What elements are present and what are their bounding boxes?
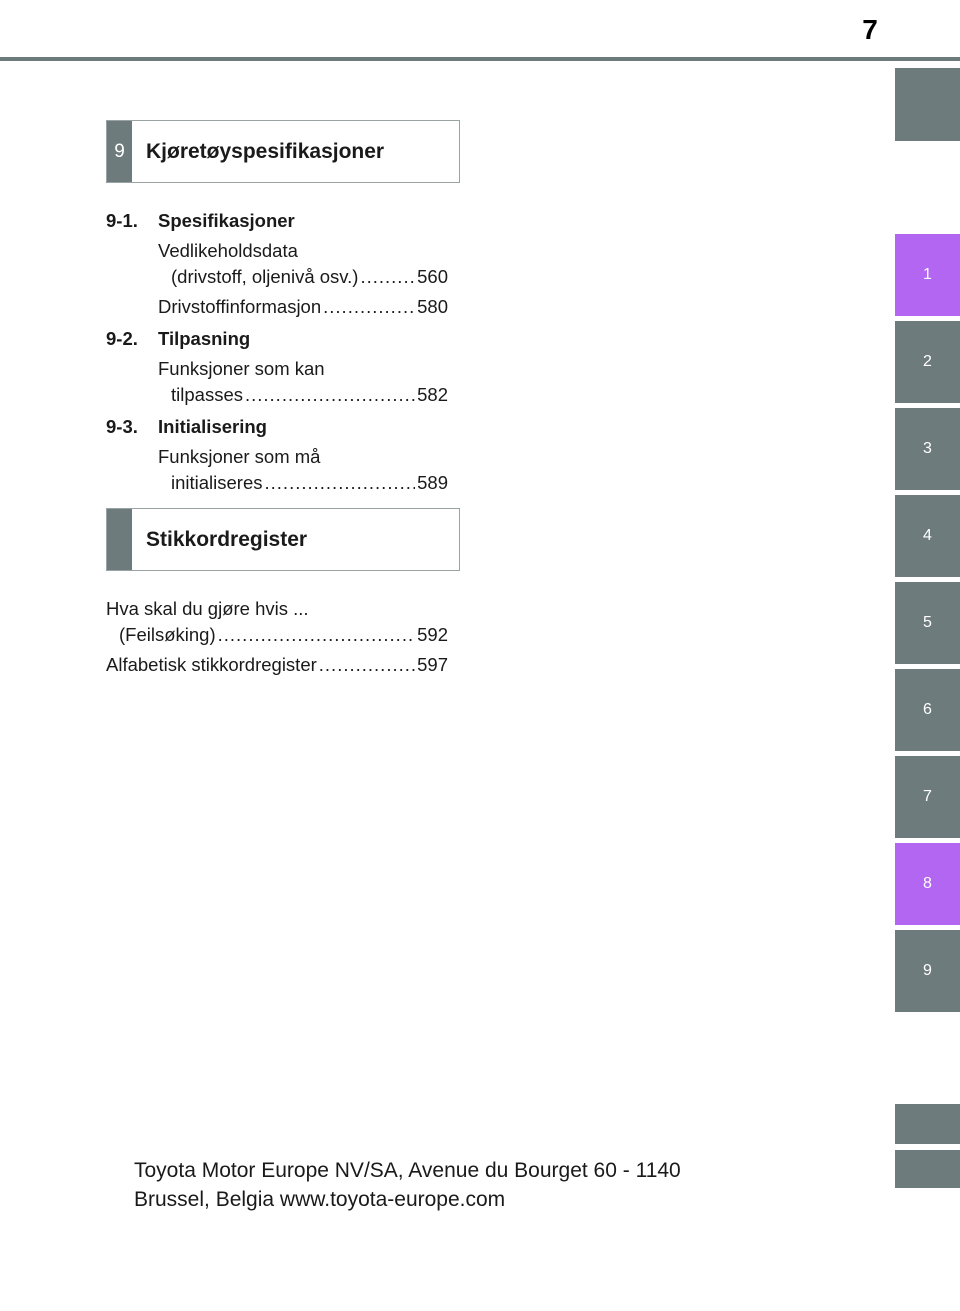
- entry-text: Hva skal du gjøre hvis ...: [106, 598, 309, 619]
- toc-section-9: [106, 208, 448, 500]
- tab-2[interactable]: 2: [895, 321, 960, 403]
- entry-text: Alfabetisk stikkordregister: [106, 654, 317, 675]
- chapter-number: 9-2.: [106, 328, 138, 349]
- tab-blank-bottom-1[interactable]: [895, 1104, 960, 1144]
- chapter-9-1: [106, 208, 448, 234]
- tab-4[interactable]: 4: [895, 495, 960, 577]
- toc-entry[interactable]: [158, 238, 448, 290]
- header-rule: [0, 57, 960, 61]
- entry-page: 560: [417, 266, 448, 287]
- tab-9[interactable]: 9: [895, 930, 960, 1012]
- entry-text: Funksjoner som kan: [158, 358, 325, 379]
- tab-3[interactable]: 3: [895, 408, 960, 490]
- chapter-number: 9-3.: [106, 416, 138, 437]
- entry-text: Vedlikeholdsdata: [158, 240, 298, 261]
- dot-leader: [323, 294, 415, 320]
- entry-page: 592: [417, 624, 448, 645]
- section-number: 9: [107, 121, 132, 182]
- toc-index: [106, 596, 448, 682]
- tab-blank-bottom-2[interactable]: [895, 1150, 960, 1188]
- entry-text: Funksjoner som må: [158, 446, 321, 467]
- dot-leader: [265, 470, 416, 496]
- entry-page: 580: [417, 296, 448, 317]
- entry-text: Drivstoffinformasjon: [158, 296, 322, 317]
- publisher-footer: [134, 1156, 681, 1214]
- entry-page: 582: [417, 384, 448, 405]
- entry-page: 597: [417, 654, 448, 675]
- tab-blank-top[interactable]: [895, 68, 960, 141]
- toc-entry[interactable]: [158, 356, 448, 408]
- section-strip: [107, 509, 132, 570]
- chapter-title: Spesifikasjoner: [158, 210, 295, 231]
- tab-6[interactable]: 6: [895, 669, 960, 751]
- toc-entry[interactable]: [158, 294, 448, 320]
- tab-7[interactable]: 7: [895, 756, 960, 838]
- entry-text-continued: initialiseres: [171, 472, 263, 493]
- dot-leader: [245, 382, 415, 408]
- dot-leader: [319, 652, 415, 678]
- chapter-title: Initialisering: [158, 416, 267, 437]
- footer-line-1: Toyota Motor Europe NV/SA, Avenue du Bourget 60 - 1140: [134, 1159, 681, 1182]
- section-header-index: [106, 508, 460, 571]
- tab-1[interactable]: 1: [895, 234, 960, 316]
- toc-entry[interactable]: [106, 652, 448, 678]
- section-header-9: [106, 120, 460, 183]
- dot-leader: [360, 264, 415, 290]
- tab-8[interactable]: 8: [895, 843, 960, 925]
- chapter-title: Tilpasning: [158, 328, 251, 349]
- chapter-number: 9-1.: [106, 210, 138, 231]
- toc-entry[interactable]: [158, 444, 448, 496]
- dot-leader: [218, 622, 416, 648]
- section-title: Stikkordregister: [146, 527, 308, 551]
- footer-line-2: Brussel, Belgia www.toyota-europe.com: [134, 1188, 506, 1211]
- chapter-9-2: [106, 326, 448, 352]
- entry-text-continued: tilpasses: [171, 384, 243, 405]
- entry-text-continued: (drivstoff, oljenivå osv.): [171, 266, 359, 287]
- entry-text-continued: (Feilsøking): [119, 624, 216, 645]
- section-title: Kjøretøyspesifikasjoner: [146, 139, 385, 163]
- tab-5[interactable]: 5: [895, 582, 960, 664]
- entry-page: 589: [417, 472, 448, 493]
- page-number: 7: [862, 14, 878, 45]
- toc-entry[interactable]: [106, 596, 448, 648]
- chapter-9-3: [106, 414, 448, 440]
